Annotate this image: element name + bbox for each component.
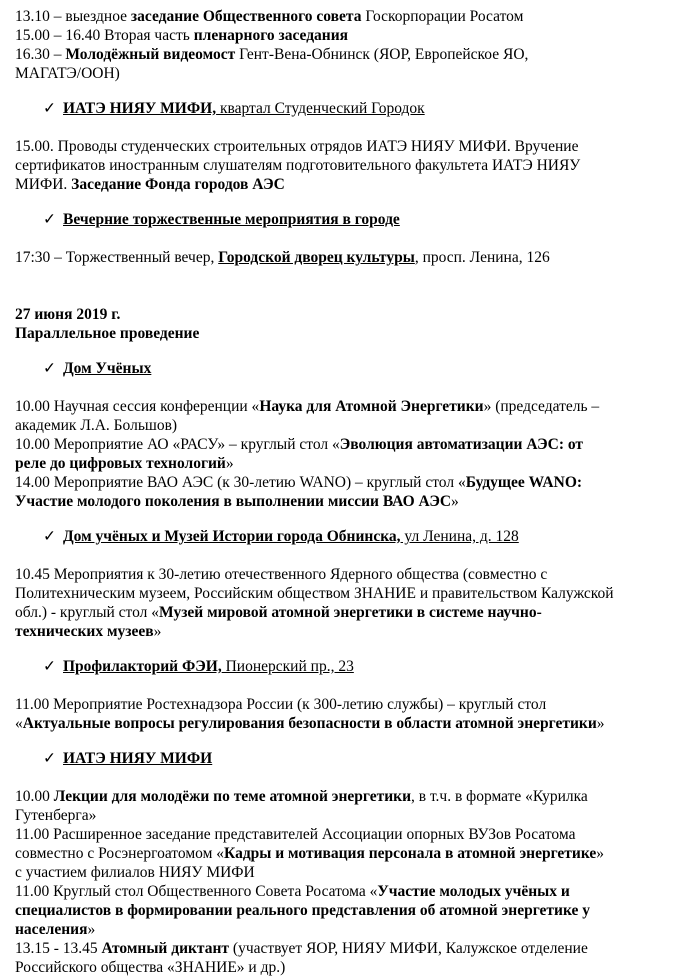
schedule-line: Гутенберга»: [15, 807, 97, 824]
schedule-line: 14.00 Мероприятие ВАО АЭС (к 30-летию WANO) – круглый стол «Будущее WANO:: [15, 474, 583, 491]
venue-heading: ✓ Вечерние торжественные мероприятия в городе: [43, 211, 400, 228]
schedule-line: Участие молодого поколения в выполнении миссии ВАО АЭС»: [15, 493, 459, 510]
schedule-line: МАГАТЭ/ООН): [15, 65, 120, 82]
schedule-line: академик Л.А. Большов): [15, 417, 178, 434]
checkmark-icon: ✓: [43, 100, 56, 117]
schedule-line: 16.30 – Молодёжный видеомост Гент-Вена-Обнинск (ЯОР, Европейское ЯО,: [15, 46, 529, 63]
schedule-line: 13.15 - 13.45 Атомный диктант (участвует ЯОР, НИЯУ МИФИ, Калужское отделение: [15, 940, 588, 957]
venue-heading: ✓ ИАТЭ НИЯУ МИФИ: [43, 750, 213, 767]
checkmark-icon: ✓: [43, 360, 56, 377]
schedule-line: 17:30 – Торжественный вечер, Городской дворец культуры, просп. Ленина, 126: [15, 249, 550, 266]
schedule-line: 11.00 Расширенное заседание представителей Ассоциации опорных ВУЗов Росатома: [15, 826, 576, 843]
venue-heading: ✓ ИАТЭ НИЯУ МИФИ, квартал Студенческий Городок: [43, 100, 425, 117]
schedule-line: населения»: [15, 921, 96, 938]
schedule-line: сертификатов иностранным слушателям подготовительного факультета ИАТЭ НИЯУ: [15, 157, 581, 174]
schedule-line: Политехническим музеем, Российским обществом ЗНАНИЕ и правительством Калужской: [15, 585, 614, 602]
schedule-line: реле до цифровых технологий»: [15, 455, 234, 472]
venue-heading: ✓ Дом Учёных: [43, 360, 152, 377]
schedule-line: «Актуальные вопросы регулирования безопасности в области атомной энергетики»: [15, 715, 605, 732]
checkmark-icon: ✓: [43, 211, 56, 228]
schedule-line: 10.00 Лекции для молодёжи по теме атомной энергетики, в т.ч. в формате «Курилка: [15, 788, 588, 805]
checkmark-icon: ✓: [43, 750, 56, 767]
schedule-line: 10.45 Мероприятия к 30-летию отечественного Ядерного общества (совместно с: [15, 566, 548, 583]
schedule-line: МИФИ. Заседание Фонда городов АЭС: [15, 176, 285, 193]
schedule-line: специалистов в формировании реального представления об атомной энергетике у: [15, 902, 590, 919]
schedule-line: Российского общества «ЗНАНИЕ» и др.): [15, 959, 286, 976]
schedule-line: 15.00 – 16.40 Вторая часть пленарного заседания: [15, 27, 349, 44]
venue-heading: ✓ Дом учёных и Музей Истории города Обнинска, ул Ленина, д. 128: [43, 528, 519, 545]
date-subheading: Параллельное проведение: [15, 325, 200, 342]
schedule-line: совместно с Росэнергоатомом «Кадры и мотивация персонала в атомной энергетике»: [15, 845, 605, 862]
schedule-line: 11.00 Мероприятие Ростехнадзора России (к 300-летию службы) – круглый стол: [15, 696, 547, 713]
checkmark-icon: ✓: [43, 658, 56, 675]
schedule-line: 15.00. Проводы студенческих строительных отрядов ИАТЭ НИЯУ МИФИ. Вручение: [15, 138, 579, 155]
venue-heading: ✓ Профилакторий ФЭИ, Пионерский пр., 23: [43, 658, 354, 675]
schedule-line: 10.00 Мероприятие АО «РАСУ» – круглый стол «Эволюция автоматизации АЭС: от: [15, 436, 584, 453]
schedule-line: 11.00 Круглый стол Общественного Совета Росатома «Участие молодых учёных и: [15, 883, 570, 900]
schedule-line: технических музеев»: [15, 623, 162, 640]
date-heading: 27 июня 2019 г.: [15, 306, 121, 323]
schedule-line: с участием филиалов НИЯУ МИФИ: [15, 864, 255, 881]
checkmark-icon: ✓: [43, 528, 56, 545]
schedule-line: 13.10 – выездное заседание Общественного совета Госкорпорации Росатом: [15, 8, 524, 25]
schedule-line: 10.00 Научная сессия конференции «Наука для Атомной Энергетики» (председатель –: [15, 398, 600, 415]
schedule-line: обл.) - круглый стол «Музей мировой атомной энергетики в системе научно-: [15, 604, 542, 621]
